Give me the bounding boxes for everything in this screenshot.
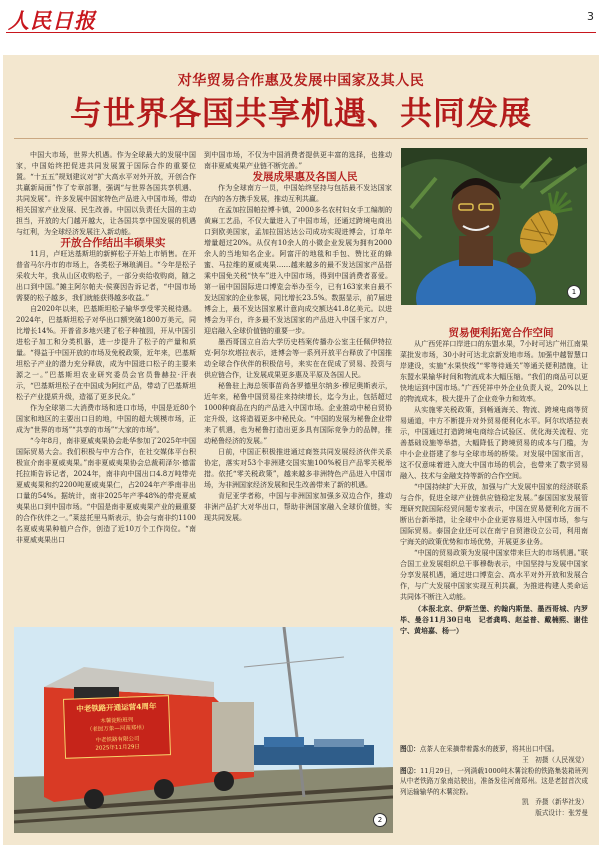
article-headline: 与世界各国共享机遇、共同发展 <box>69 94 532 132</box>
caption-1-credit: 王 初摄（人民视觉） <box>522 755 588 764</box>
paragraph: 日前，中国正积极推进通过商签共同发展经济伙伴关系协定，落实对53个非洲建交国实施100%税目产品零关税举措。依托“零关税政策”，越来越多非洲特色产品进入中国市场，为非洲国家经济发展和民生改善带来了新的机遇。 <box>204 448 392 489</box>
paragraph: 作为全球南方一员，中国始终坚持与包括最不发达国家在内的各方携手发展，推动互利共赢。 <box>204 184 392 203</box>
paragraph: 11月，卢旺达基斯坦的新鲜松子开始上市销售。在开普省马尔丹市的市场上，各类松子琳琅满目。“今年是松子采收大年，我从山区收购松子，一部分卖给收购商，随之出口到中国。”摊主阿尔帕夫·侯赛因告诉记者，“中国市场需要的松子越多，我们就能获得越多收益。” <box>16 250 196 302</box>
caption-1-label: 图①： <box>400 745 420 753</box>
layout-editor-credit: 版式设计：张芳曼 <box>535 809 588 817</box>
masthead <box>6 4 596 34</box>
headline-divider <box>14 138 588 139</box>
column-1 <box>16 150 196 618</box>
column-2 <box>204 150 392 618</box>
paragraph: 秘鲁驻上海总领事苗尚各罗德里尔纳多·穆尼奥斯表示，近年来，秘鲁中国贸易往来持续增长，迄今为止，包括超过1000种商品在内的产品进入中国市场。企业推动中秘自贸协定升级，这将造福更多中秘民众。“中国的发展为秘鲁企业带来了机遇，也为秘鲁打造出更多具有国际竞争力的品牌，推动秘鲁经济的发展。” <box>204 382 392 445</box>
paragraph: 到中国市场，不仅为中国消费者提供更丰富的选择，也推动南非夏威夷果产业链不断完善。” <box>204 151 392 170</box>
masthead-divider <box>6 32 596 33</box>
banner-line: （老挝万象—河南郑州） <box>86 724 148 734</box>
paragraph: 从广西凭祥口岸进口的东盟水果，7小时可达广州江南果菜批发市场，30小时可达北京新发地市场。加强中越智慧口岸建设，实施“水果快线”“零等待通关”等通关便利措施，让东盟水果输华时间和物流成本大幅压缩。“我们的商品可以更快地运到中国市场。”广西凭祥中外企业负责人说，20%以上的物流成本，极大提升了企业竞争力和效率。 <box>400 340 588 403</box>
caption-2-text: 11月29日，一列满载1000吨木薯淀粉的铁路集装箱班列从中老铁路万象南站驶出，准备发往河南郑州。这是老挝首次成列运输输华的木薯淀粉。 <box>400 766 588 796</box>
lead-paragraph: 中国大市场，世界大机遇。作为全球最大的发展中国家，中国始终把促进共同发展置于国际合作的重要位置。“十五五”规划建议对“扩大高水平对外开放，开创合作共赢新局面”作了专章部署，强调“与世界各国共享机遇、共同发展”。许多发展中国家特色产品进入中国市场，带动相关国家产业发展、民生改善。中国以负责任大国的主动担当，开放的大门越开越大，让各国共享中国发展的机遇与红利，为全球经济发展注入新动能。 <box>16 151 196 236</box>
train-banner <box>63 695 171 759</box>
banner-title: 中老铁路开通运营4周年 <box>76 701 157 714</box>
paragraph: 在孟加拉国帕拉博卡镇，2000多名农村妇女手工编制的黄麻工艺品，不仅大量进入了中国市场，还通过跨境电商出口到欧美国家，孟加拉国达达公司成功实现进博会，订单年增量超过20%。从仅有10余人的小微企业发展为拥有2000余人的当地知名企业。阿富汗的地毯和手包、赞比亚的蜂蜜、马拉维的夏威夷果……越来越多的最不发达国家产品搭乘中国免关税“快车”进入中国市场，得到中国消费者喜爱。第一届中国国际进口博览会举办至今，已有163家来自最不发达国家的企业参展，同比增长23.5%。数据显示，前7届进博会上，最不发达国家累计意向成交额达41.8亿美元。以进博会为平台，许多最不发达国家的产品进入中国千家万户，迎启融入全球价值链的重要一步。 <box>204 206 392 335</box>
banner-line: 木薯淀粉班列 <box>100 717 134 725</box>
photo-captions <box>400 744 588 842</box>
banner-line: 中老铁路有限公司 <box>95 736 140 744</box>
photo-number-badge: 2 <box>373 813 387 827</box>
caption-1-text: 点茶人在采摘带着露水的菠萝，将其出口中国。 <box>419 745 559 753</box>
caption-1 <box>400 744 588 755</box>
dateline-byline: （本报北京、伊斯兰堡、约翰内斯堡、墨西哥城、内罗毕、曼谷11月30日电 记者龚鸣、赵益普、戴楠熙、谢佳宁、黄培嘉、杨一） <box>400 604 588 635</box>
page-number: 3 <box>587 10 594 23</box>
paragraph: 墨西哥国立自治大学历史档案传播办公室主任佩伊特拉克·阿尔坎塔拉表示，进博会等一系列开放平台释放了中国推动全球合作伙伴的积极信号，来实在在促成了贸易、投资与供应链合作，让发展成果更多惠及平原及各国人民。 <box>204 338 392 379</box>
article-kicker: 对华贸易合作惠及发展中国家及其人民 <box>177 73 425 89</box>
banner-line: 2025年11月29日 <box>95 744 141 752</box>
subheading-open-cooperation: 开放合作结出丰硕果实 <box>60 237 166 249</box>
paragraph: 自2020年以来，巴基斯坦松子输华享受零关税待遇。2024年，巴基斯坦松子对华出口额突破1800万美元，同比增长14%。开普省多地兴建了松子种植园，开从中国引进松子加工和分类机器，进一步提升了松子的产量和质量。“得益于中国开放的市场及免税政策，近年来，巴基斯坦松子产业的潜力充分释放，成为中国进口松子的主要来源之一。”巴基斯坦农业研究委员会官员鲁赫拉·汗表示，“巴基斯坦松子在中国成为阿红产品，带动了巴基斯坦松子产业提质升级，造福了更多民众。” <box>16 305 196 401</box>
caption-2-label: 图②： <box>400 766 421 775</box>
paragraph: “中国持续扩大开放，加强与广大发展中国家的经济联系与合作，促进全球产业链供应链稳定发展。”泰国国家发展管理研究院国际经贸问题专家表示，中国在贸易便利化方面不断出台新举措，让全球中小企业更容易进入中国市场，参与国际贸易。泰国企业还可以在南宁自贸港设立公司，利用南宁海关的政策优势和市场优势，开展更多业务。 <box>400 483 588 546</box>
paragraph: 作为全球第二大消费市场和进口市场，中国是近80个国家和地区的主要出口目的地，中国的超大规模市场，正成为“世界的市场”“共享的市场”“大家的市场”。 <box>16 404 196 434</box>
caption-2-credit: 凯 乔摄（新华社发） <box>522 798 588 806</box>
paragraph: 从实施零关税政策，到畅通海关、物流、跨境电商等贸易通道，中方不断提升对外贸易便利化水平。阿尔坎塔拉表示，中国通过打造跨境电商综合试验区、优化海关流程、完善基础设施等举措，大幅降低了跨境贸易的成本与门槛，为中小企业搭建了参与全球市场的桥梁。对发展中国家而言，这不仅意味着进入庞大中国市场的机会，也带来了数字贸易融入、技术与金融支持等新的合作空间。 <box>400 406 588 480</box>
newspaper-logo: 人民日报 <box>8 8 96 33</box>
photo-number-badge: 1 <box>567 285 581 299</box>
paragraph: “今年8月，南非夏威夷果协会赴华参加了2025年中国国际贸易大会。我们积极与中方合作，在社交媒体平台积极宣介南非夏威夷果。”南非夏威夷果协会总裁莉泽尔·德雷托拉斯告诉记者，2024年，南非向中国出口4.8万吨带壳夏威夷果和约2200吨夏威夷果仁，占2024年产季南非出口量的54%。据统计，南非2025年产季48%的带壳夏威夷果出口到中国市场。“中国是南非夏威夷果产业的最重要的合作伙伴之一。”莱兹托里马斯表示，协会与南非约1100名夏威夷果种植户合作，创造了近10万个工作岗位。“南非夏威夷果出口 <box>16 437 196 544</box>
paragraph: 肯尼亚学者称，中国与非洲国家加强多双边合作，推动非洲产品扩大对华出口，帮助非洲国家融入全球价值链，实现共同发展。 <box>204 492 392 522</box>
subheading-trade-facilitation: 贸易便利拓宽合作空间 <box>448 327 554 339</box>
column-3 <box>400 314 588 714</box>
photo-pineapple-harvest <box>401 148 587 305</box>
photo-cassava-train <box>14 627 393 833</box>
pineapple-photo-illustration <box>401 148 587 305</box>
paragraph: “中国的贸易政策为发展中国家带来巨大的市场机遇。”联合国工业发展组织总干事穆勒表示，中国坚持与发展中国家分享发展机遇，通过进口博览会、高水平对外开放和发展合作，与广大发展中国家实现互利共赢，为推进构建人类命运共同体不断注入动能。 <box>400 549 588 601</box>
subheading-shared-benefits: 发展成果惠及各国人民 <box>252 171 358 183</box>
caption-2 <box>400 766 588 798</box>
